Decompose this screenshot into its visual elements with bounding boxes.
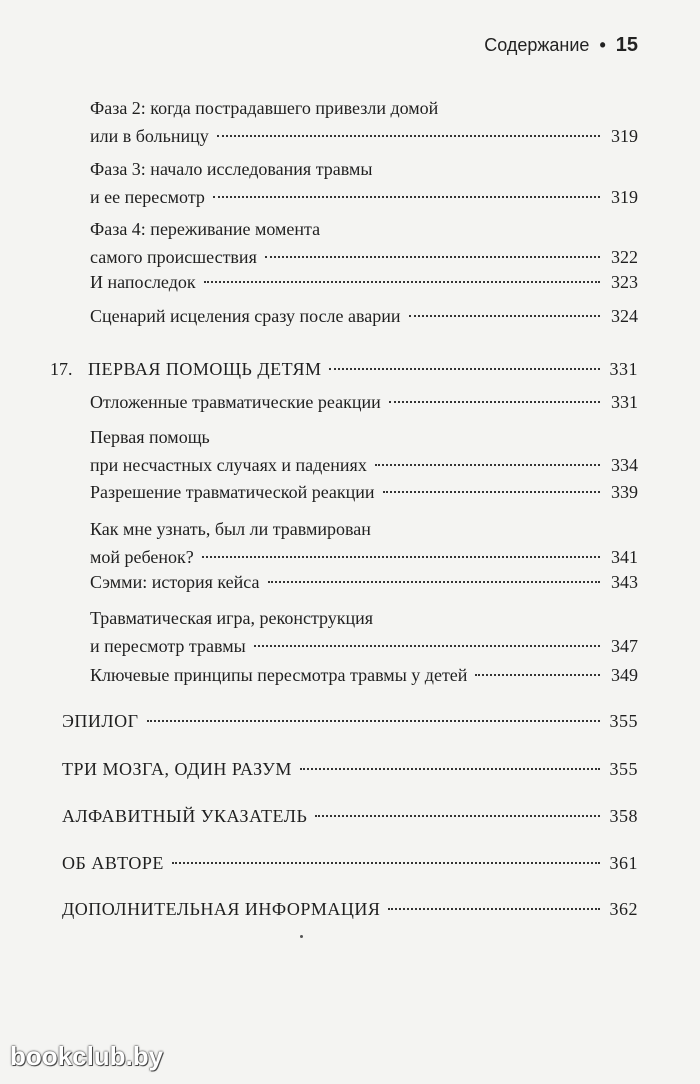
toc-entry (90, 604, 638, 660)
leader-dots (388, 908, 600, 910)
toc-entry-title-line1: Травматическая игра, реконструкция (90, 608, 374, 628)
leader-dots (254, 645, 600, 647)
print-speck (300, 935, 303, 938)
toc-page-number: 331 (611, 392, 638, 412)
toc-section-title: ЭПИЛОГ (62, 711, 139, 731)
leader-dots (300, 768, 600, 770)
running-header (484, 34, 638, 57)
leader-dots (202, 556, 600, 558)
toc-entry (90, 568, 638, 596)
chapter-number: 17. (50, 359, 73, 379)
toc-page-number: 339 (611, 482, 638, 502)
leader-dots (389, 401, 600, 403)
leader-dots (172, 862, 600, 864)
toc-entry (90, 661, 638, 689)
toc-page-number: 323 (611, 272, 638, 292)
toc-entry-title-line1: Фаза 2: когда пострадавшего привезли домой (90, 98, 439, 118)
toc-section-title: ОБ АВТОРЕ (62, 853, 164, 873)
toc-section-entry (62, 895, 638, 923)
toc-section-entry (62, 849, 638, 877)
toc-entry-title-line1: Первая помощь (90, 427, 210, 447)
leader-dots (217, 135, 600, 137)
toc-section-entry (62, 755, 638, 783)
toc-page-number: 355 (609, 759, 638, 779)
toc-page-number: 347 (611, 636, 638, 656)
leader-dots (204, 281, 600, 283)
toc-entry-title-line1: Фаза 4: переживание момента (90, 219, 321, 239)
toc-entry-title-line2: мой ребенок? (90, 547, 194, 567)
leader-dots (213, 196, 600, 198)
toc-entry-title: Отложенные травматические реакции (90, 392, 381, 412)
toc-entry-title: Сэмми: история кейса (90, 572, 260, 592)
toc-page-number: 358 (609, 806, 638, 826)
leader-dots (475, 674, 600, 676)
leader-dots (147, 720, 601, 722)
leader-dots (375, 464, 600, 466)
toc-entry (90, 423, 638, 479)
toc-page-number: 331 (609, 359, 638, 379)
toc-entry (90, 302, 638, 330)
toc-entry (90, 215, 638, 271)
header-page-number: 15 (615, 34, 638, 56)
site-watermark: bookclub.by (10, 1041, 164, 1071)
toc-page-number: 319 (611, 187, 638, 207)
toc-page-number: 343 (611, 572, 638, 592)
toc-page-number: 334 (611, 455, 638, 475)
toc-entry-title-line2: и пересмотр травмы (90, 636, 246, 656)
toc-page-number: 349 (611, 665, 638, 685)
toc-entry (90, 155, 638, 211)
toc-entry-title-line2: самого происшествия (90, 247, 257, 267)
toc-entry-title: Сценарий исцеления сразу после аварии (90, 306, 401, 326)
toc-entry (90, 515, 638, 571)
toc-page-number: 341 (611, 547, 638, 567)
leader-dots (409, 315, 600, 317)
toc-entry-title: Ключевые принципы пересмотра травмы у детей (90, 665, 468, 685)
leader-dots (383, 491, 600, 493)
toc-entry-title: И напоследок (90, 272, 196, 292)
leader-dots (329, 368, 600, 370)
toc-section-title: АЛФАВИТНЫЙ УКАЗАТЕЛЬ (62, 806, 308, 826)
toc-section-title: ТРИ МОЗГА, ОДИН РАЗУМ (62, 759, 292, 779)
header-separator: • (599, 35, 606, 55)
toc-page-number: 322 (611, 247, 638, 267)
toc-entry (90, 388, 638, 416)
toc-entry (90, 94, 638, 150)
header-title: Содержание (484, 35, 590, 55)
toc-entry-title-line2: при несчастных случаях и падениях (90, 455, 367, 475)
toc-page-number: 362 (609, 899, 638, 919)
toc-page-number: 361 (609, 853, 638, 873)
toc-page-number: 319 (611, 126, 638, 146)
toc-entry-title: Разрешение травматической реакции (90, 482, 375, 502)
leader-dots (268, 581, 601, 583)
leader-dots (265, 256, 600, 258)
toc-entry-title-line1: Фаза 3: начало исследования травмы (90, 159, 373, 179)
toc-entry-title-line2: или в больницу (90, 126, 209, 146)
toc-chapter-title: ПЕРВАЯ ПОМОЩЬ ДЕТЯМ (88, 359, 322, 379)
toc-page-number: 355 (609, 711, 638, 731)
toc-entry-title-line1: Как мне узнать, был ли травмирован (90, 519, 371, 539)
toc-chapter-entry (88, 355, 638, 383)
toc-entry-title-line2: и ее пересмотр (90, 187, 205, 207)
toc-entry (90, 478, 638, 506)
toc-page-number: 324 (611, 306, 638, 326)
toc-entry (90, 268, 638, 296)
toc-section-title: ДОПОЛНИТЕЛЬНАЯ ИНФОРМАЦИЯ (62, 899, 381, 919)
toc-section-entry (62, 707, 638, 735)
leader-dots (315, 815, 600, 817)
toc-section-entry (62, 802, 638, 830)
